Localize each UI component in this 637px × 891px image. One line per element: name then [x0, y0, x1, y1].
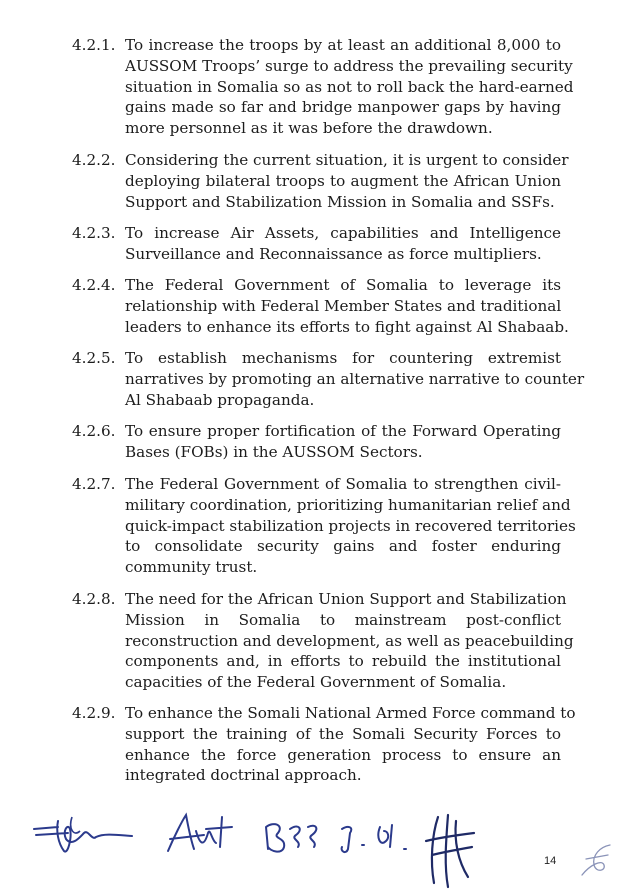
item-text-line: situation in Somalia so as not to roll back the hard-earned [125, 77, 574, 96]
item-text [125, 421, 561, 463]
item-text-line: reconstruction and development, as well as peacebuilding [125, 631, 574, 650]
item-text [125, 275, 569, 337]
item-text-line: Considering the current situation, it is urgent to consider [125, 151, 569, 169]
item-number: 4.2.3. [72, 224, 116, 242]
item-text-line: To increase the troops by at least an additional 8,000 to [125, 36, 561, 54]
item-text [125, 703, 576, 786]
item-text-line: community trust. [125, 558, 258, 577]
item-number: 4.2.4. [72, 276, 116, 294]
item-text-line: To increase Air Assets, capabilities and Intelligence [125, 224, 561, 242]
item-number: 4.2.7. [72, 475, 116, 493]
item-text-line: To enhance the Somali National Armed Force command to [125, 704, 576, 722]
signature-3 [262, 817, 432, 862]
item-text [125, 35, 574, 139]
item-text-line: components and, in efforts to rebuild the institutional [125, 652, 561, 671]
item-text-line: Support and Stabilization Mission in Somalia and SSFs. [125, 192, 555, 211]
signature-2 [160, 811, 245, 861]
item-number: 4.2.8. [72, 590, 116, 608]
item-text-line: The need for the African Union Support and Stabilization [125, 590, 567, 608]
item-number: 4.2.2. [72, 151, 116, 169]
item-text-line: to consolidate security gains and foster enduring [125, 537, 561, 556]
initial-mark [570, 835, 620, 885]
signature-row [0, 795, 637, 891]
item-text-line: The Federal Government of Somalia to leverage its [125, 276, 561, 294]
item-number: 4.2.5. [72, 349, 116, 367]
item-text-line: deploying bilateral troops to augment the African Union [125, 171, 561, 190]
item-text-line: integrated doctrinal approach. [125, 766, 362, 785]
item-text [125, 348, 585, 410]
item-text-line: AUSSOM Troops’ surge to address the prevailing security [125, 56, 573, 75]
item-text-line: Bases (FOBs) in the AUSSOM Sectors. [125, 442, 423, 461]
item-number: 4.2.6. [72, 422, 116, 440]
item-text-line: Mission in Somalia to mainstream post-conflict [125, 610, 561, 629]
item-text-line: more personnel as it was before the drawdown. [125, 119, 493, 138]
item-text-line: quick-impact stabilization projects in recovered territories [125, 516, 576, 535]
item-text-line: To establish mechanisms for countering extremist [125, 349, 561, 367]
item-text-line: leaders to enhance its efforts to fight against Al Shabaab. [125, 317, 569, 336]
item-text [125, 589, 574, 693]
item-text-line: The Federal Government of Somalia to strengthen civil- [125, 475, 561, 493]
item-text-line: support the training of the Somali Security Forces to [125, 724, 561, 743]
item-text-line: military coordination, prioritizing humanitarian relief and [125, 495, 571, 514]
signature-4 [418, 811, 478, 891]
signature-1 [28, 807, 138, 857]
item-text [125, 223, 561, 265]
item-text-line: Surveillance and Reconnaissance as force multipliers. [125, 244, 542, 263]
item-number: 4.2.1. [72, 36, 116, 54]
item-text-line: gains made so far and bridge manpower gaps by having [125, 98, 561, 117]
item-text-line: narratives by promoting an alternative narrative to counter [125, 369, 585, 388]
item-text-line: relationship with Federal Member States and traditional [125, 296, 562, 315]
item-number: 4.2.9. [72, 704, 116, 722]
page-number: 14 [544, 855, 557, 867]
item-text [125, 474, 576, 578]
item-text [125, 150, 569, 212]
item-text-line: To ensure proper fortification of the Forward Operating [125, 422, 561, 440]
item-text-line: Al Shabaab propaganda. [125, 390, 315, 409]
item-text-line: enhance the force generation process to ensure an [125, 745, 561, 764]
item-text-line: capacities of the Federal Government of Somalia. [125, 673, 507, 692]
